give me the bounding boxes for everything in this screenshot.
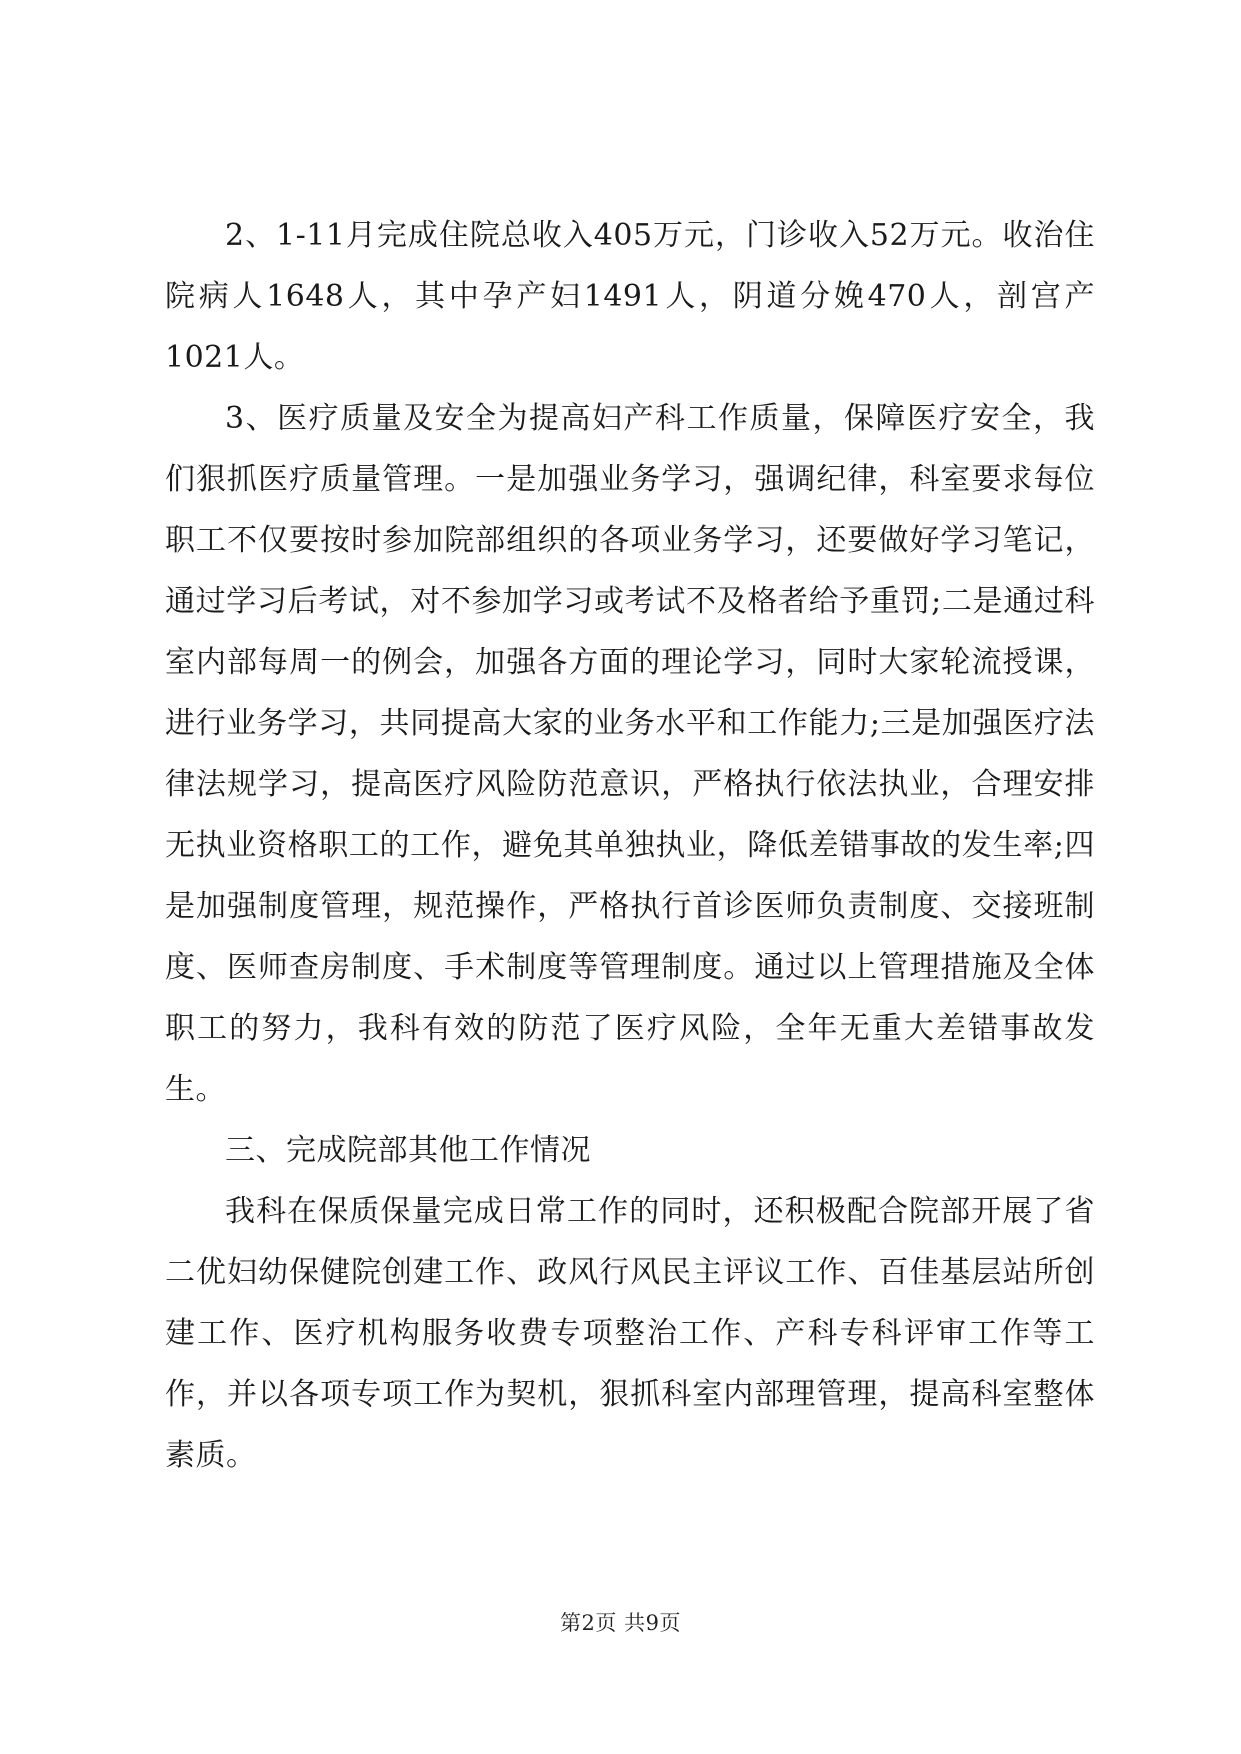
paragraph-other-work: 我科在保质保量完成日常工作的同时，还积极配合院部开展了省二优妇幼保健院创建工作、政风行风民主评议工作、百佳基层站所创建工作、医疗机构服务收费专项整治工作、产科专科评审工作等工作，并以各项专项工作为契机，狠抓科室内部理管理，提高科室整体素质。	[165, 1194, 1095, 1473]
section-heading-other-work: 三、完成院部其他工作情况	[225, 1133, 591, 1168]
page-number-footer: 第2页 共9页	[560, 1611, 681, 1635]
document-body	[165, 205, 1095, 1486]
paragraph-revenue-stats: 2、1-11月完成住院总收入405万元，门诊收入52万元。收治住院病人1648人，其中孕产妇1491人，阴道分娩470人，剖宫产1021人。	[165, 218, 1095, 375]
paragraph-medical-quality: 3、医疗质量及安全为提高妇产科工作质量，保障医疗安全，我们狠抓医疗质量管理。一是加强业务学习，强调纪律，科室要求每位职工不仅要按时参加院部组织的各项业务学习，还要做好学习笔记，通过学习后考试，对不参加学习或考试不及格者给予重罚;二是通过科室内部每周一的例会，加强各方面的理论学习，同时大家轮流授课，进行业务学习，共同提高大家的业务水平和工作能力;三是加强医疗法律法规学习，提高医疗风险防范意识，严格执行依法执业，合理安排无执业资格职工的工作，避免其单独执业，降低差错事故的发生率;四是加强制度管理，规范操作，严格执行首诊医师负责制度、交接班制度、医师查房制度、手术制度等管理制度。通过以上管理措施及全体职工的努力，我科有效的防范了医疗风险，全年无重大差错事故发生。	[165, 401, 1095, 1107]
